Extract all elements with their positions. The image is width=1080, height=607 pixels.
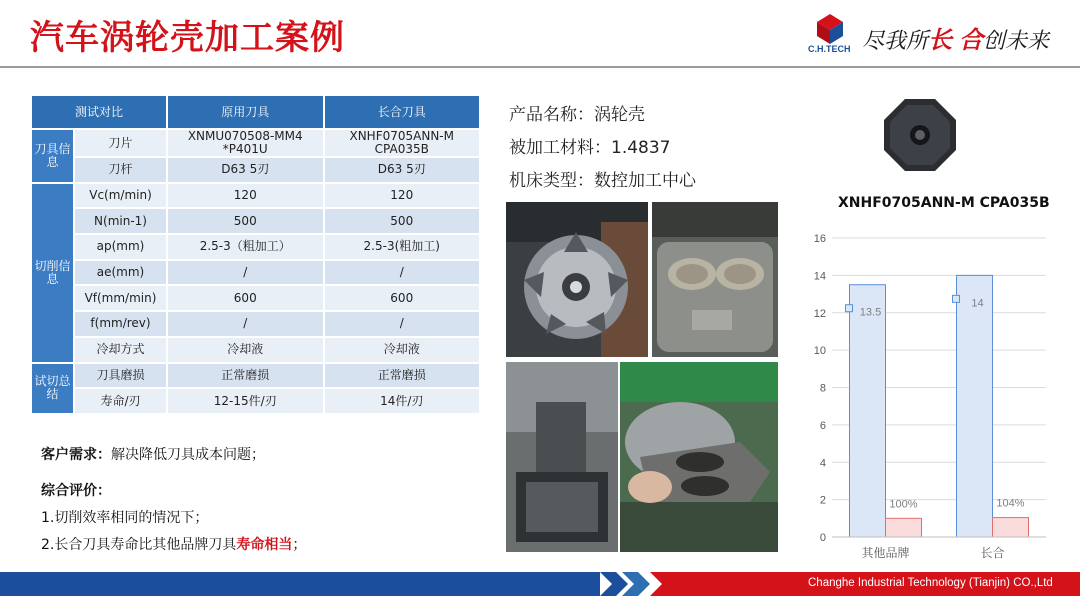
orig-cell: / bbox=[167, 311, 324, 337]
data-marker bbox=[846, 305, 853, 312]
orig-cell: 正常磨损 bbox=[167, 363, 324, 389]
ch-cell: 2.5-3(粗加工) bbox=[324, 234, 481, 260]
eval-item-2: 2.长合刀具寿命比其他品牌刀具寿命相当； bbox=[41, 537, 307, 553]
table-row bbox=[31, 363, 480, 389]
orig-cell: 600 bbox=[167, 285, 324, 311]
table-header: 原用刀具 bbox=[167, 95, 324, 129]
fixture-photo bbox=[506, 362, 618, 552]
param-cell: 冷却方式 bbox=[74, 337, 167, 363]
ch-cell: XNHF0705ANN-M CPA035B bbox=[324, 129, 481, 157]
bar bbox=[993, 518, 1029, 537]
orig-cell: 冷却液 bbox=[167, 337, 324, 363]
table-row bbox=[31, 337, 480, 363]
table-row bbox=[31, 208, 480, 234]
ch-cell: 正常磨损 bbox=[324, 363, 481, 389]
param-cell: 刀片 bbox=[74, 129, 167, 157]
ch-cell: / bbox=[324, 260, 481, 286]
bar bbox=[886, 518, 922, 537]
param-cell: 寿命/刃 bbox=[74, 388, 167, 414]
param-cell: 刀杆 bbox=[74, 157, 167, 183]
bar bbox=[957, 275, 993, 537]
orig-cell: 12-15件/刃 bbox=[167, 388, 324, 414]
ch-cell: D63 5刃 bbox=[324, 157, 481, 183]
data-label: 13.5 bbox=[859, 306, 882, 319]
ch-cell: / bbox=[324, 311, 481, 337]
table-header: 长合刀具 bbox=[324, 95, 481, 129]
orig-cell: XNMU070508-MM4 *P401U bbox=[167, 129, 324, 157]
orig-cell: / bbox=[167, 260, 324, 286]
ch-cell: 600 bbox=[324, 285, 481, 311]
header-divider bbox=[0, 66, 1080, 68]
param-cell: Vc(m/min) bbox=[74, 183, 167, 209]
turbine-housing-photo bbox=[620, 362, 778, 552]
group-label: 切削信息 bbox=[31, 183, 74, 363]
customer-demand: 客户需求：解决降低刀具成本问题； bbox=[41, 447, 265, 463]
y-tick-label: 2 bbox=[819, 494, 826, 507]
table-header: 测试对比 bbox=[31, 95, 167, 129]
machined-part-photo bbox=[652, 202, 778, 357]
orig-cell: 500 bbox=[167, 208, 324, 234]
table-row bbox=[31, 157, 480, 183]
ch-cell: 120 bbox=[324, 183, 481, 209]
y-tick-label: 4 bbox=[819, 457, 826, 470]
insert-icon bbox=[880, 95, 960, 175]
param-cell: 刀具磨损 bbox=[74, 363, 167, 389]
table-row bbox=[31, 285, 480, 311]
y-tick-label: 16 bbox=[813, 233, 826, 245]
group-label: 试切总结 bbox=[31, 363, 74, 414]
product-machine: 机床类型：数控加工中心 bbox=[509, 171, 696, 191]
product-material: 被加工材料：1.4837 bbox=[509, 138, 671, 158]
bar bbox=[850, 285, 886, 537]
orig-cell: 2.5-3（粗加工） bbox=[167, 234, 324, 260]
eval-item-1: 1.切削效率相同的情况下； bbox=[41, 510, 209, 526]
table-row bbox=[31, 234, 480, 260]
page-title: 汽车涡轮壳加工案例 bbox=[30, 18, 345, 58]
param-cell: N(min-1) bbox=[74, 208, 167, 234]
table-row bbox=[31, 183, 480, 209]
y-tick-label: 0 bbox=[819, 532, 826, 544]
group-label: 刀具信息 bbox=[31, 129, 74, 183]
milling-cutter-photo bbox=[506, 202, 648, 357]
insert-label: XNHF0705ANN-M CPA035B bbox=[838, 195, 1050, 211]
ch-cell: 500 bbox=[324, 208, 481, 234]
param-cell: f(mm/rev) bbox=[74, 311, 167, 337]
data-label: 100% bbox=[889, 498, 918, 511]
y-tick-label: 8 bbox=[819, 382, 826, 395]
slogan: 尽我所长 合创未来 bbox=[862, 25, 1050, 54]
table-row bbox=[31, 129, 480, 157]
table-row bbox=[31, 388, 480, 414]
x-tick-label: 长合 bbox=[980, 546, 1005, 560]
param-cell: ae(mm) bbox=[74, 260, 167, 286]
x-tick-label: 其他品牌 bbox=[861, 546, 910, 560]
data-label: 104% bbox=[996, 497, 1025, 510]
table-header-row bbox=[31, 95, 480, 129]
y-tick-label: 10 bbox=[813, 345, 826, 358]
ch-cell: 14件/刃 bbox=[324, 388, 481, 414]
data-marker bbox=[953, 295, 960, 302]
ch-cell: 冷却液 bbox=[324, 337, 481, 363]
logo-text: C.H.TECH bbox=[808, 44, 851, 54]
data-label: 14 bbox=[971, 297, 984, 310]
param-cell: Vf(mm/min) bbox=[74, 285, 167, 311]
y-tick-label: 12 bbox=[813, 307, 826, 320]
life-comparison-chart bbox=[790, 222, 1060, 567]
table-row bbox=[31, 311, 480, 337]
y-tick-label: 6 bbox=[819, 419, 826, 432]
company-name: Changhe Industrial Technology (Tianjin) CO.,Ltd bbox=[808, 577, 1053, 589]
comparison-table bbox=[30, 94, 481, 415]
orig-cell: 120 bbox=[167, 183, 324, 209]
eval-heading: 综合评价： bbox=[41, 483, 111, 499]
orig-cell: D63 5刃 bbox=[167, 157, 324, 183]
param-cell: ap(mm) bbox=[74, 234, 167, 260]
product-name: 产品名称：涡轮壳 bbox=[509, 105, 645, 125]
table-row bbox=[31, 260, 480, 286]
y-tick-label: 14 bbox=[813, 270, 826, 283]
